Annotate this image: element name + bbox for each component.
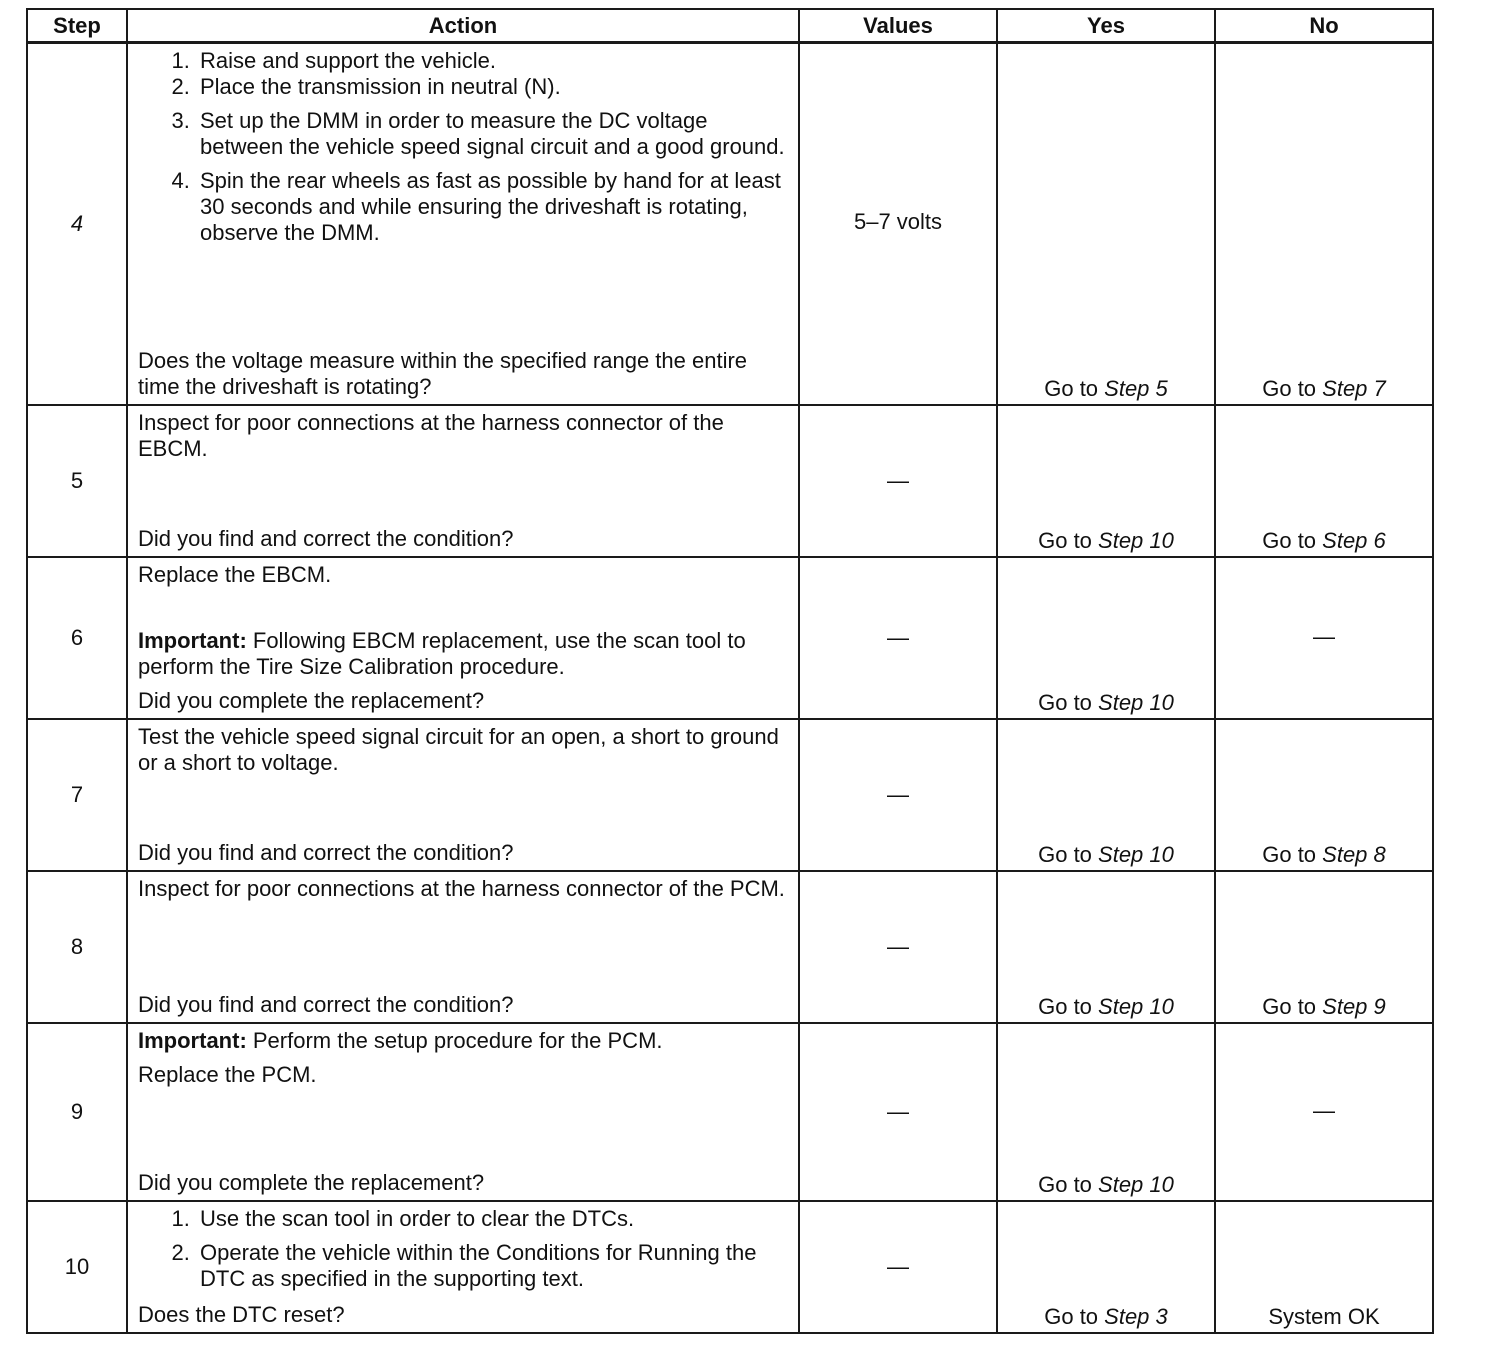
action-question: Does the DTC reset? <box>138 1301 345 1327</box>
important-text: Following EBCM replacement, use the scan tool to perform the Tire Size Calibration procedure. <box>138 627 746 679</box>
important-text: Perform the setup procedure for the PCM. <box>246 1027 663 1053</box>
yes-prefix: Go to <box>1038 1171 1099 1197</box>
yes-prefix: Go to <box>1038 689 1099 715</box>
step-number: 10 <box>27 1201 127 1333</box>
no-step-link: Step 7 <box>1322 375 1386 401</box>
important-note <box>138 628 788 680</box>
step-number: 6 <box>27 557 127 719</box>
action-text: Replace the EBCM. <box>138 561 332 587</box>
important-label: Important: <box>138 627 247 653</box>
no-cell <box>1215 871 1433 1023</box>
step-number: 8 <box>27 871 127 1023</box>
yes-cell <box>997 1023 1215 1201</box>
action-question: Did you find and correct the condition? <box>138 525 514 551</box>
action-question: Did you complete the replacement? <box>138 687 485 713</box>
step-number: 5 <box>27 405 127 557</box>
action-text: Inspect for poor connections at the harness connector of the EBCM. <box>138 409 724 461</box>
yes-prefix: Go to <box>1038 993 1099 1019</box>
header-no: No <box>1215 9 1433 43</box>
action-cell <box>127 1201 799 1333</box>
important-note <box>138 1028 788 1054</box>
important-label: Important: <box>138 1027 247 1053</box>
no-prefix: Go to <box>1262 841 1323 867</box>
values-cell: — <box>799 871 997 1023</box>
header-action: Action <box>127 9 799 43</box>
no-cell <box>1215 43 1433 405</box>
no-step-link: Step 9 <box>1322 993 1386 1019</box>
yes-cell <box>997 871 1215 1023</box>
list-item: 2. Operate the vehicle within the Conditions for Running the DTC as specified in the supporting text. <box>196 1240 788 1292</box>
header-row <box>27 9 1433 43</box>
action-cell <box>127 871 799 1023</box>
action-cell <box>127 1023 799 1201</box>
table-row-step-7 <box>27 719 1433 871</box>
header-values: Values <box>799 9 997 43</box>
no-prefix: Go to <box>1262 527 1323 553</box>
no-cell <box>1215 719 1433 871</box>
yes-step-link: Step 10 <box>1098 841 1174 867</box>
no-cell: — <box>1215 557 1433 719</box>
yes-step-link: Step 3 <box>1104 1303 1168 1329</box>
action-question: Did you find and correct the condition? <box>138 839 514 865</box>
yes-prefix: Go to <box>1044 1303 1105 1329</box>
yes-prefix: Go to <box>1038 841 1099 867</box>
yes-step-link: Step 5 <box>1104 375 1168 401</box>
values-cell: — <box>799 719 997 871</box>
table-row-step-6 <box>27 557 1433 719</box>
yes-cell <box>997 719 1215 871</box>
no-prefix: Go to <box>1262 993 1323 1019</box>
step-number: 7 <box>27 719 127 871</box>
yes-cell <box>997 1201 1215 1333</box>
no-step-link: Step 6 <box>1322 527 1386 553</box>
values-cell: — <box>799 1023 997 1201</box>
no-prefix: Go to <box>1262 375 1323 401</box>
action-cell <box>127 405 799 557</box>
table-row-step-9 <box>27 1023 1433 1201</box>
action-text: Inspect for poor connections at the harness connector of the PCM. <box>138 875 785 901</box>
list-item: 2. Place the transmission in neutral (N). <box>196 74 788 100</box>
values-cell: — <box>799 1201 997 1333</box>
table-row-step-8 <box>27 871 1433 1023</box>
yes-cell <box>997 405 1215 557</box>
table-row-step-5 <box>27 405 1433 557</box>
table-row-step-4 <box>27 43 1433 405</box>
yes-cell <box>997 557 1215 719</box>
list-item: 4. Spin the rear wheels as fast as possible by hand for at least 30 seconds and while ensuring the driveshaft is rotating, observe the DMM. <box>196 168 788 246</box>
list-item: 1. Raise and support the vehicle. <box>196 48 788 74</box>
action-question: Did you complete the replacement? <box>138 1169 485 1195</box>
action-text: Test the vehicle speed signal circuit for an open, a short to ground or a short to voltage. <box>138 723 779 775</box>
action-cell <box>127 43 799 405</box>
no-step-link: Step 8 <box>1322 841 1386 867</box>
values-cell: — <box>799 405 997 557</box>
action-steps-list <box>138 48 788 246</box>
list-item: 3. Set up the DMM in order to measure the DC voltage between the vehicle speed signal circuit and a good ground. <box>196 108 788 160</box>
yes-step-link: Step 10 <box>1098 993 1174 1019</box>
no-cell <box>1215 405 1433 557</box>
action-text: Replace the PCM. <box>138 1061 317 1087</box>
no-cell: — <box>1215 1023 1433 1201</box>
diagnostic-table <box>26 8 1434 1334</box>
step-number: 4 <box>27 43 127 405</box>
values-cell: — <box>799 557 997 719</box>
header-yes: Yes <box>997 9 1215 43</box>
yes-step-link: Step 10 <box>1098 689 1174 715</box>
action-question: Does the voltage measure within the specified range the entire time the driveshaft is rotating? <box>138 348 748 399</box>
header-step: Step <box>27 9 127 43</box>
table-row-step-10 <box>27 1201 1433 1333</box>
yes-cell <box>997 43 1215 405</box>
action-steps-list <box>138 1206 788 1292</box>
yes-prefix: Go to <box>1044 375 1105 401</box>
yes-step-link: Step 10 <box>1098 1171 1174 1197</box>
yes-prefix: Go to <box>1038 527 1099 553</box>
step-number: 9 <box>27 1023 127 1201</box>
values-cell: 5–7 volts <box>799 43 997 405</box>
action-cell <box>127 557 799 719</box>
yes-step-link: Step 10 <box>1098 527 1174 553</box>
list-item: 1. Use the scan tool in order to clear the DTCs. <box>196 1206 788 1232</box>
action-cell <box>127 719 799 871</box>
action-question: Did you find and correct the condition? <box>138 991 514 1017</box>
no-cell: System OK <box>1215 1201 1433 1333</box>
